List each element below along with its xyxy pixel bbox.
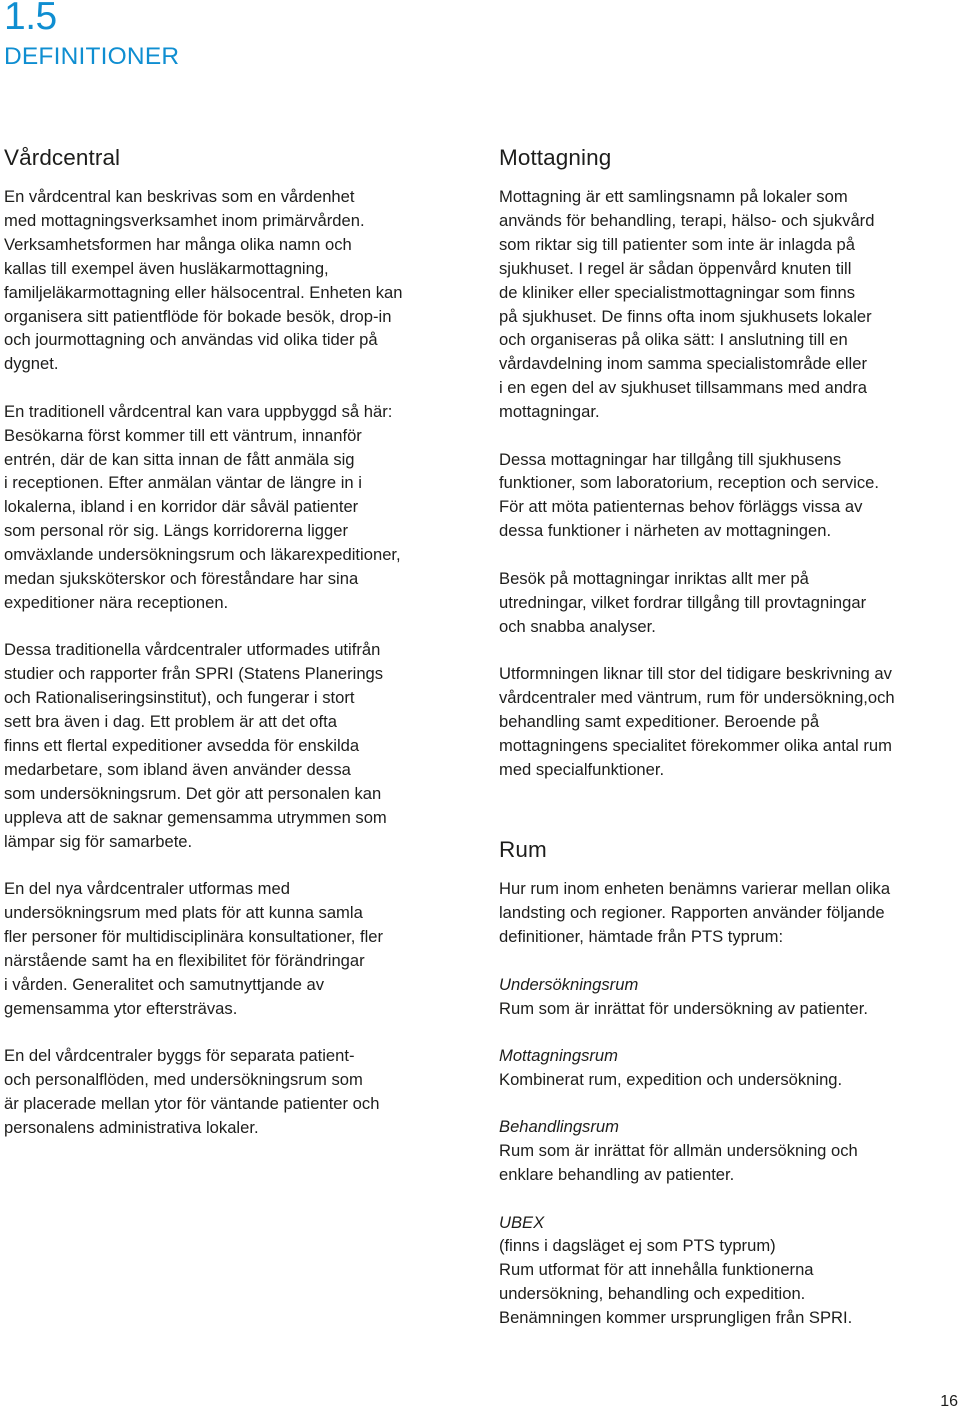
rum-intro: Hur rum inom enheten benämns varierar mellan olika landsting och regioner. Rapporten använder följande definitioner, hämtade från PTS typrum: — [499, 879, 891, 947]
paragraph: Mottagning är ett samlingsnamn på lokaler som används för behandling, terapi, hälso- och sjukvård som riktar sig till patienter som inte är inlagda på sjukhuset. I regel är sådan öppenvård knuten till de kliniker eller specialistmottagningar som finns på sjukhuset. De finns ofta inom sjukhusets lokaler och organiseras på olika sätt: I anslutning till en vårdavdelning inom samma specialistområde eller i en egen del av sjukhuset tillsammans med andra mottagningar. — [499, 187, 875, 422]
section-number: 1.5 — [4, 0, 57, 38]
definition-term: Behandlingsrum — [499, 1117, 619, 1137]
definition-item — [499, 1211, 957, 1331]
right-column — [499, 144, 957, 1354]
heading-rum: Rum — [499, 837, 547, 863]
definition-text: Rum som är inrättat för allmän undersökning och enklare behandling av patienter. — [499, 1141, 858, 1185]
page-number: 16 — [940, 1393, 958, 1410]
paragraph: En vårdcentral kan beskrivas som en vårdenhet med mottagningsverksamhet inom primärvården. Verksamhetsformen har många olika namn och kallas till exempel även husläkarmottagning, familjeläkarmottagning eller hälsocentral. Enheten kan organisera sitt patientflöde för bokade besök, drop-in och jourmottagning och användas vid olika tider på dygnet. — [4, 187, 403, 374]
definition-term: Mottagningsrum — [499, 1045, 618, 1065]
paragraph: Dessa mottagningar har tillgång till sjukhusens funktioner, som laboratorium, reception och service. För att möta patienternas behov förläggs vissa av dessa funktioner i närheten av mottagningen. — [499, 449, 879, 541]
paragraph: En del vårdcentraler byggs för separata patient- och personalflöden, med undersökningsrum som är placerade mellan ytor för väntande patienter och personalens administrativa lokaler. — [4, 1046, 380, 1137]
definition-term: Undersökningsrum — [499, 974, 639, 994]
paragraph: En traditionell vårdcentral kan vara uppbyggd så här: Besökarna först kommer till ett väntrum, innanför entrén, där de kan sitta innan de fått anmäla sig i receptionen. Efter anmälan väntar de längre in i lokalerna, ibland i en korridor där såväl patienter som personal rör sig. Längs korridorerna ligger omväxlande undersökningsrum och läkarexpeditioner, medan sjuksköterskor och föreståndare har sina expeditioner nära receptionen. — [4, 401, 401, 612]
left-column — [4, 144, 466, 1163]
paragraph: Dessa traditionella vårdcentraler utformades utifrån studier och rapporter från SPRI (Statens Planerings och Rationaliseringsinstitut), och fungerar i stort sett bra även i dag. Ett problem är att det ofta finns ett flertal expeditioner avsedda för enskilda medarbetare, som ibland även använder dessa som undersökningsrum. Det gör att personalen kan uppleva att de saknar gemensamma utrymmen som lämpar sig för samarbete. — [4, 640, 387, 851]
paragraph: Utformningen liknar till stor del tidigare beskrivning av vårdcentraler med väntrum, rum för undersökning,och behandling samt expeditioner. Beroende på mottagningens specialitet förekommer olika antal rum med specialfunktioner. — [499, 663, 895, 779]
definition-item — [499, 973, 957, 1021]
definition-text: Rum som är inrättat för undersökning av patienter. — [499, 998, 868, 1018]
definition-text: (finns i dagsläget ej som PTS typrum) Rum utformat för att innehålla funktionerna undersökning, behandling och expedition. Benämningen kommer ursprungligen från SPRI. — [499, 1236, 853, 1328]
section-title: DEFINITIONER — [4, 43, 180, 70]
definition-item — [499, 1044, 957, 1092]
definition-text: Kombinerat rum, expedition och undersökning. — [499, 1069, 843, 1089]
paragraph: En del nya vårdcentraler utformas med undersökningsrum med plats för att kunna samla fler personer för multidisciplinära konsultationer, fler närstående samt ha en flexibilitet för förändringar i vården. Generalitet och samutnyttjande av gemensamma ytor eftersträvas. — [4, 879, 384, 1018]
heading-mottagning: Mottagning — [499, 145, 612, 170]
paragraph: Besök på mottagningar inriktas allt mer på utredningar, vilket fordrar tillgång till provtagningar och snabba analyser. — [499, 568, 867, 636]
heading-vardcentral: Vårdcentral — [4, 145, 121, 170]
definition-item — [499, 1115, 957, 1187]
definition-term: UBEX — [499, 1212, 545, 1232]
